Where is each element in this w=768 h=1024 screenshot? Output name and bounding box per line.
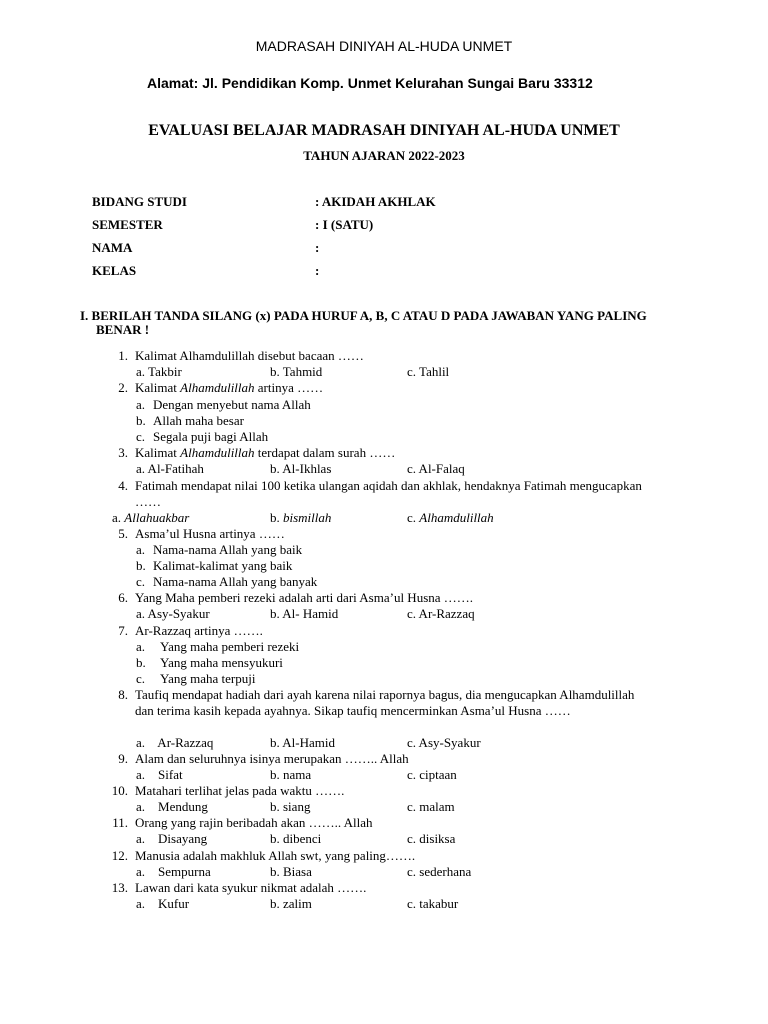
question-text: Fatimah mendapat nilai 100 ketika ulangan aqidah dan akhlak, hendaknya Fatimah mengucapkan …… <box>135 478 642 509</box>
question-number: 12. <box>111 848 128 863</box>
question-number: 8. <box>118 687 128 702</box>
question-text <box>135 445 655 461</box>
info-value-class: : <box>315 263 320 278</box>
option-letter: c. <box>136 671 146 686</box>
question-text: Asma’ul Husna artinya …… <box>135 526 285 541</box>
option-text: Kalimat-kalimat yang baik <box>153 558 293 573</box>
option-a: a. Sifat <box>136 767 183 782</box>
question-text-part: terdapat dalam surah …… <box>254 445 396 460</box>
option-letter: a. <box>136 639 146 654</box>
option-text: Yang maha pemberi rezeki <box>160 639 300 654</box>
option-text: Yang maha mensyukuri <box>160 655 283 670</box>
question-number: 7. <box>118 623 128 638</box>
option-c: c. malam <box>407 799 455 814</box>
question-number: 4. <box>118 478 128 493</box>
option-text: bismillah <box>283 510 332 525</box>
question-number: 1. <box>118 348 128 363</box>
question-text-part: Kalimat <box>135 380 181 395</box>
option-b: b. Al-Ikhlas <box>270 461 332 476</box>
info-label-name: NAMA <box>92 240 133 255</box>
option-text: Dengan menyebut nama Allah <box>153 397 311 412</box>
option-b: b. Al- Hamid <box>270 606 339 621</box>
option-letter: c. <box>136 574 146 589</box>
option-c: c. Al-Falaq <box>407 461 465 476</box>
info-value-subject: : AKIDAH AKHLAK <box>315 194 436 209</box>
option-letter: a. <box>136 397 146 412</box>
question-number: 10. <box>111 783 128 798</box>
info-value-semester: : I (SATU) <box>315 217 374 232</box>
option-text: Yang maha terpuji <box>160 671 256 686</box>
question-text: Alam dan seluruhnya isinya merupakan …….. Allah <box>135 751 409 766</box>
option-c <box>407 510 494 526</box>
question-number: 5. <box>118 526 128 541</box>
question-text: Ar-Razzaq artinya ……. <box>135 623 263 638</box>
question-number: 2. <box>118 380 128 395</box>
option-letter: c. <box>407 510 417 525</box>
option-b: b. Biasa <box>270 864 312 879</box>
academic-year: TAHUN AJARAN 2022-2023 <box>303 148 465 163</box>
section-instruction <box>80 309 680 337</box>
info-label-class: KELAS <box>92 263 137 278</box>
question-text: Yang Maha pemberi rezeki adalah arti dari Asma’ul Husna ……. <box>135 590 474 605</box>
option-letter: b. <box>136 558 146 573</box>
option-text: Nama-nama Allah yang banyak <box>153 574 318 589</box>
question-text-italic: Alhamdulillah <box>180 380 255 395</box>
info-value-name: : <box>315 240 320 255</box>
option-b <box>270 510 331 526</box>
option-text: Allahuakbar <box>124 510 190 525</box>
option-c: c. Asy-Syakur <box>407 735 481 750</box>
option-c: c. Tahlil <box>407 364 450 379</box>
instruction-text: I. BERILAH TANDA SILANG (x) PADA HURUF A, B, C ATAU D PADA JAWABAN YANG PALING BENAR ! <box>80 308 647 337</box>
option-b: b. zalim <box>270 896 312 911</box>
school-address: Alamat: Jl. Pendidikan Komp. Unmet Kelurahan Sungai Baru 33312 <box>147 75 593 91</box>
option-text: Nama-nama Allah yang baik <box>153 542 303 557</box>
option-c: c. ciptaan <box>407 767 457 782</box>
question-number: 3. <box>118 445 128 460</box>
question-number: 6. <box>118 590 128 605</box>
question-text-part: Kalimat <box>135 445 181 460</box>
option-letter: b. <box>136 655 146 670</box>
option-c: c. takabur <box>407 896 459 911</box>
option-a: a. Sempurna <box>136 864 211 879</box>
option-letter: b. <box>270 510 280 525</box>
option-c: c. Ar-Razzaq <box>407 606 475 621</box>
option-a <box>112 510 189 526</box>
option-b: b. dibenci <box>270 831 322 846</box>
option-a: a. Mendung <box>136 799 208 814</box>
question-text: Kalimat Alhamdulillah disebut bacaan …… <box>135 348 364 363</box>
option-b: b. siang <box>270 799 311 814</box>
question-number: 11. <box>112 815 128 830</box>
option-text: Segala puji bagi Allah <box>153 429 269 444</box>
question-text-part: artinya …… <box>254 380 324 395</box>
question-text <box>135 380 655 396</box>
info-label-semester: SEMESTER <box>92 217 163 232</box>
option-a: a. Ar-Razzaq <box>136 735 214 750</box>
option-b: b. nama <box>270 767 312 782</box>
option-a: a. Al-Fatihah <box>136 461 204 476</box>
option-text: Allah maha besar <box>153 413 244 428</box>
option-a: a. Asy-Syakur <box>136 606 210 621</box>
option-letter: a. <box>112 510 122 525</box>
question-text: Manusia adalah makhluk Allah swt, yang paling……. <box>135 848 416 863</box>
question-number: 9. <box>118 751 128 766</box>
question-text: Lawan dari kata syukur nikmat adalah ……. <box>135 880 367 895</box>
option-b: b. Tahmid <box>270 364 323 379</box>
option-a: a. Kufur <box>136 896 190 911</box>
option-c: c. sederhana <box>407 864 472 879</box>
option-letter: b. <box>136 413 146 428</box>
question-text: Matahari terlihat jelas pada waktu ……. <box>135 783 345 798</box>
option-b: b. Al-Hamid <box>270 735 335 750</box>
document-title: EVALUASI BELAJAR MADRASAH DINIYAH AL-HUDA UNMET <box>148 122 620 139</box>
question-text-italic: Alhamdulillah <box>180 445 255 460</box>
school-name: MADRASAH DINIYAH AL-HUDA UNMET <box>255 38 513 54</box>
question-number: 13. <box>111 880 128 895</box>
option-a: a. Takbir <box>136 364 182 379</box>
option-text: Alhamdulillah <box>419 510 494 525</box>
option-a: a. Disayang <box>136 831 208 846</box>
question-text: Orang yang rajin beribadah akan …….. Allah <box>135 815 373 830</box>
question-text: Taufiq mendapat hadiah dari ayah karena nilai rapornya bagus, dia mengucapkan Alhamdulillah dan terima kasih kepada ayahnya. Sikap taufiq mencerminkan Asma’ul Husna …… <box>135 687 635 718</box>
option-letter: a. <box>136 542 146 557</box>
option-c: c. disiksa <box>407 831 456 846</box>
option-letter: c. <box>136 429 146 444</box>
info-label-subject: BIDANG STUDI <box>92 194 187 209</box>
